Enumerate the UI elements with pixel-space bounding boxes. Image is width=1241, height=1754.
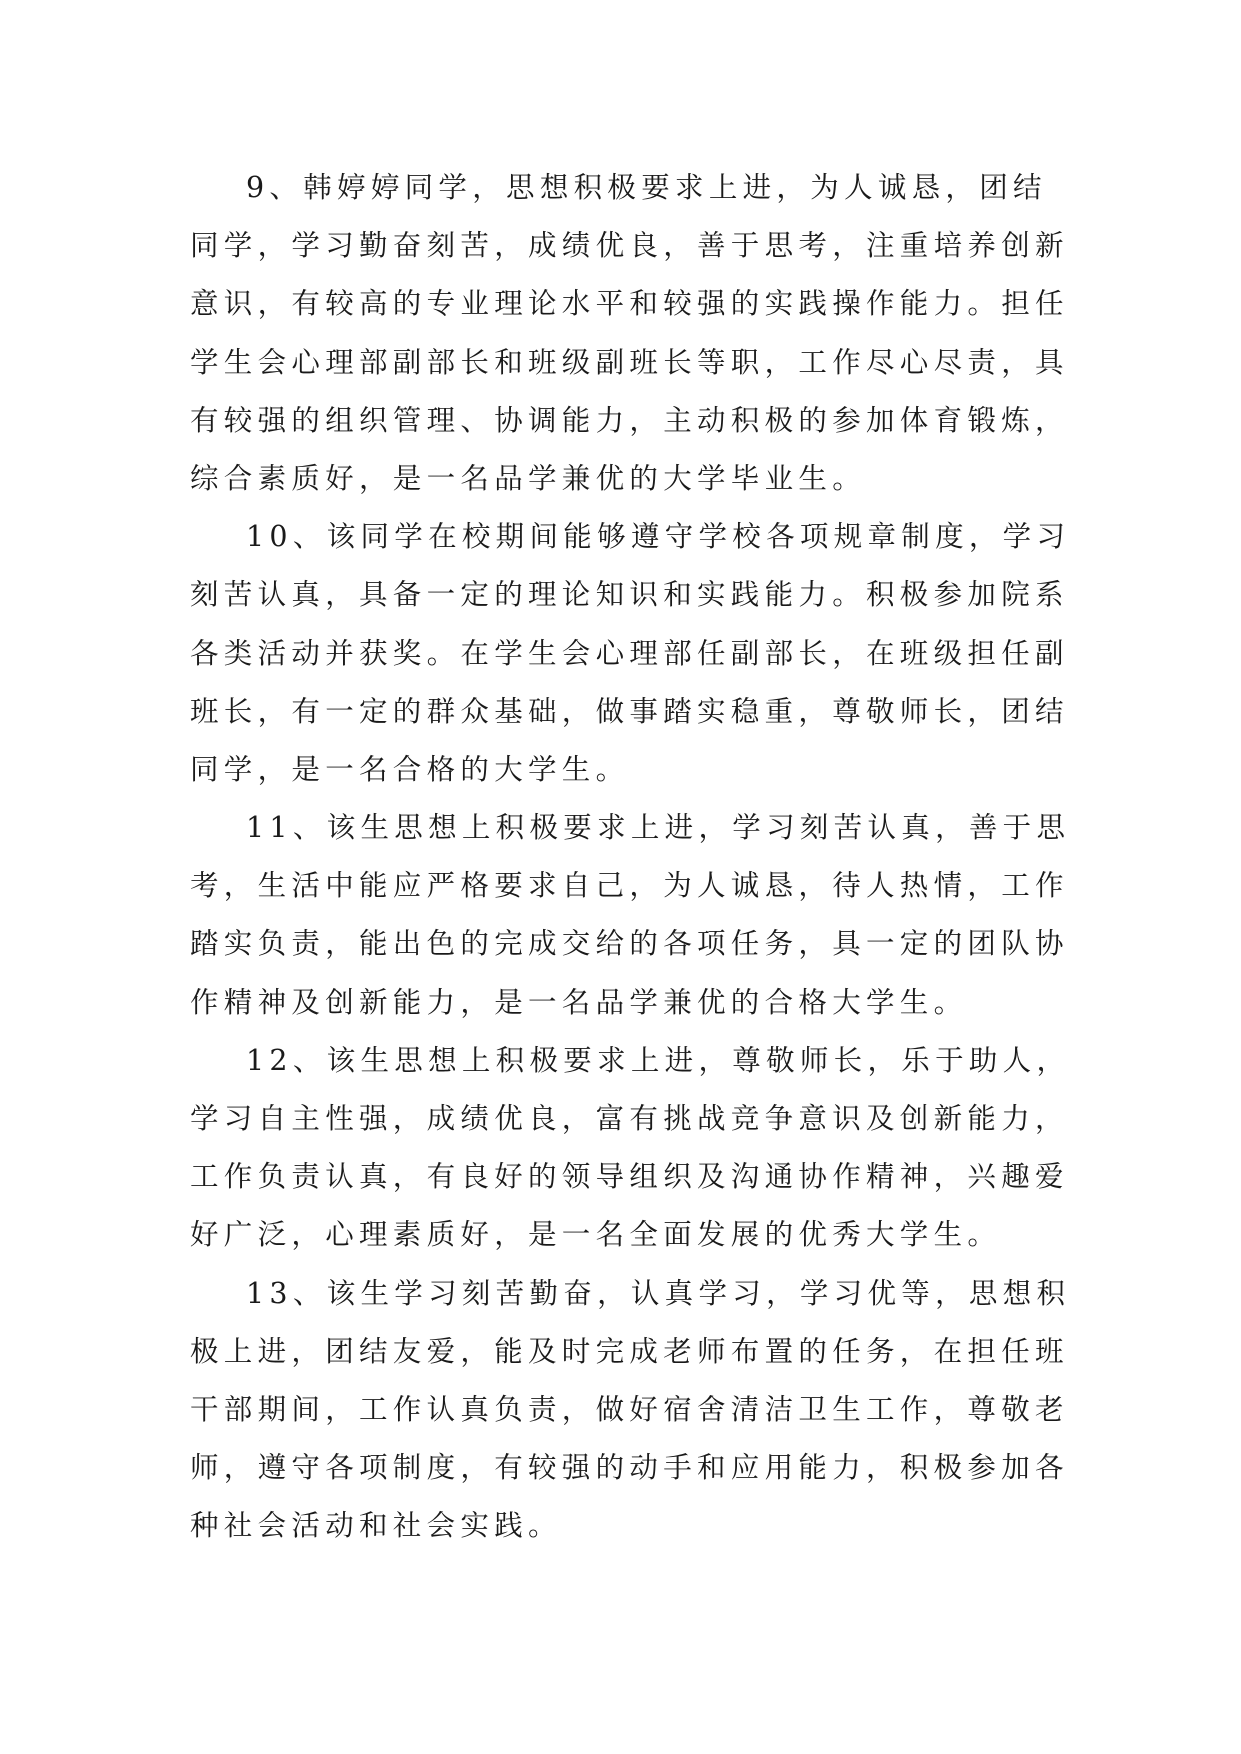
paragraph-line: 干部期间，工作认真负责，做好宿舍清洁卫生工作，尊敬老 [190,1392,1069,1426]
paragraph-line: 班长，有一定的群众基础，做事踏实稳重，尊敬师长，团结 [190,694,1069,728]
paragraph-line: 工作负责认真，有良好的领导组织及沟通协作精神，兴趣爱 [190,1160,1069,1194]
paragraph-line: 12、该生思想上积极要求上进，尊敬师长，乐于助人， [246,1043,1071,1077]
paragraph-line: 意识，有较高的专业理论水平和较强的实践操作能力。担任 [190,287,1069,321]
paragraph-line: 13、该生学习刻苦勤奋，认真学习，学习优等，思想积 [246,1276,1071,1310]
paragraph-line: 有较强的组织管理、协调能力，主动积极的参加体育锻炼， [190,403,1069,437]
paragraph-line: 作精神及创新能力，是一名品学兼优的合格大学生。 [190,985,968,1019]
paragraph-line: 学习自主性强，成绩优良，富有挑战竞争意识及创新能力， [190,1102,1069,1135]
paragraph-line: 同学，是一名合格的大学生。 [190,752,630,786]
paragraph-line: 11、该生思想上积极要求上进，学习刻苦认真，善于思 [246,811,1071,845]
paragraph-13 [190,1265,1071,1556]
paragraph-line: 好广泛，心理素质好，是一名全面发展的优秀大学生。 [190,1218,1002,1252]
paragraph-line: 种社会活动和社会实践。 [190,1509,562,1543]
paragraph-line: 9、韩婷婷同学，思想积极要求上进，为人诚恳，团结 [246,171,1047,204]
paragraph-12 [190,1032,1071,1265]
paragraph-line: 同学，学习勤奋刻苦，成绩优良，善于思考，注重培养创新 [190,229,1069,263]
paragraph-10 [190,508,1071,799]
paragraph-9 [190,159,1069,508]
paragraph-line: 各类活动并获奖。在学生会心理部任副部长，在班级担任副 [190,636,1069,670]
paragraph-line: 学生会心理部副部长和班级副班长等职，工作尽心尽责，具 [190,345,1069,379]
paragraph-line: 10、该同学在校期间能够遵守学校各项规章制度，学习 [246,520,1071,554]
paragraph-line: 师，遵守各项制度，有较强的动手和应用能力，积极参加各 [190,1451,1069,1485]
paragraph-11 [190,799,1071,1032]
paragraph-line: 考，生活中能应严格要求自己，为人诚恳，待人热情，工作 [190,869,1069,903]
paragraph-line: 极上进，团结友爱，能及时完成老师布置的任务，在担任班 [190,1334,1069,1368]
paragraph-line: 刻苦认真，具备一定的理论知识和实践能力。积极参加院系 [190,578,1069,612]
paragraph-line: 综合素质好，是一名品学兼优的大学毕业生。 [190,461,867,495]
document-body [190,159,1071,1556]
paragraph-line: 踏实负责，能出色的完成交给的各项任务，具一定的团队协 [190,927,1069,961]
